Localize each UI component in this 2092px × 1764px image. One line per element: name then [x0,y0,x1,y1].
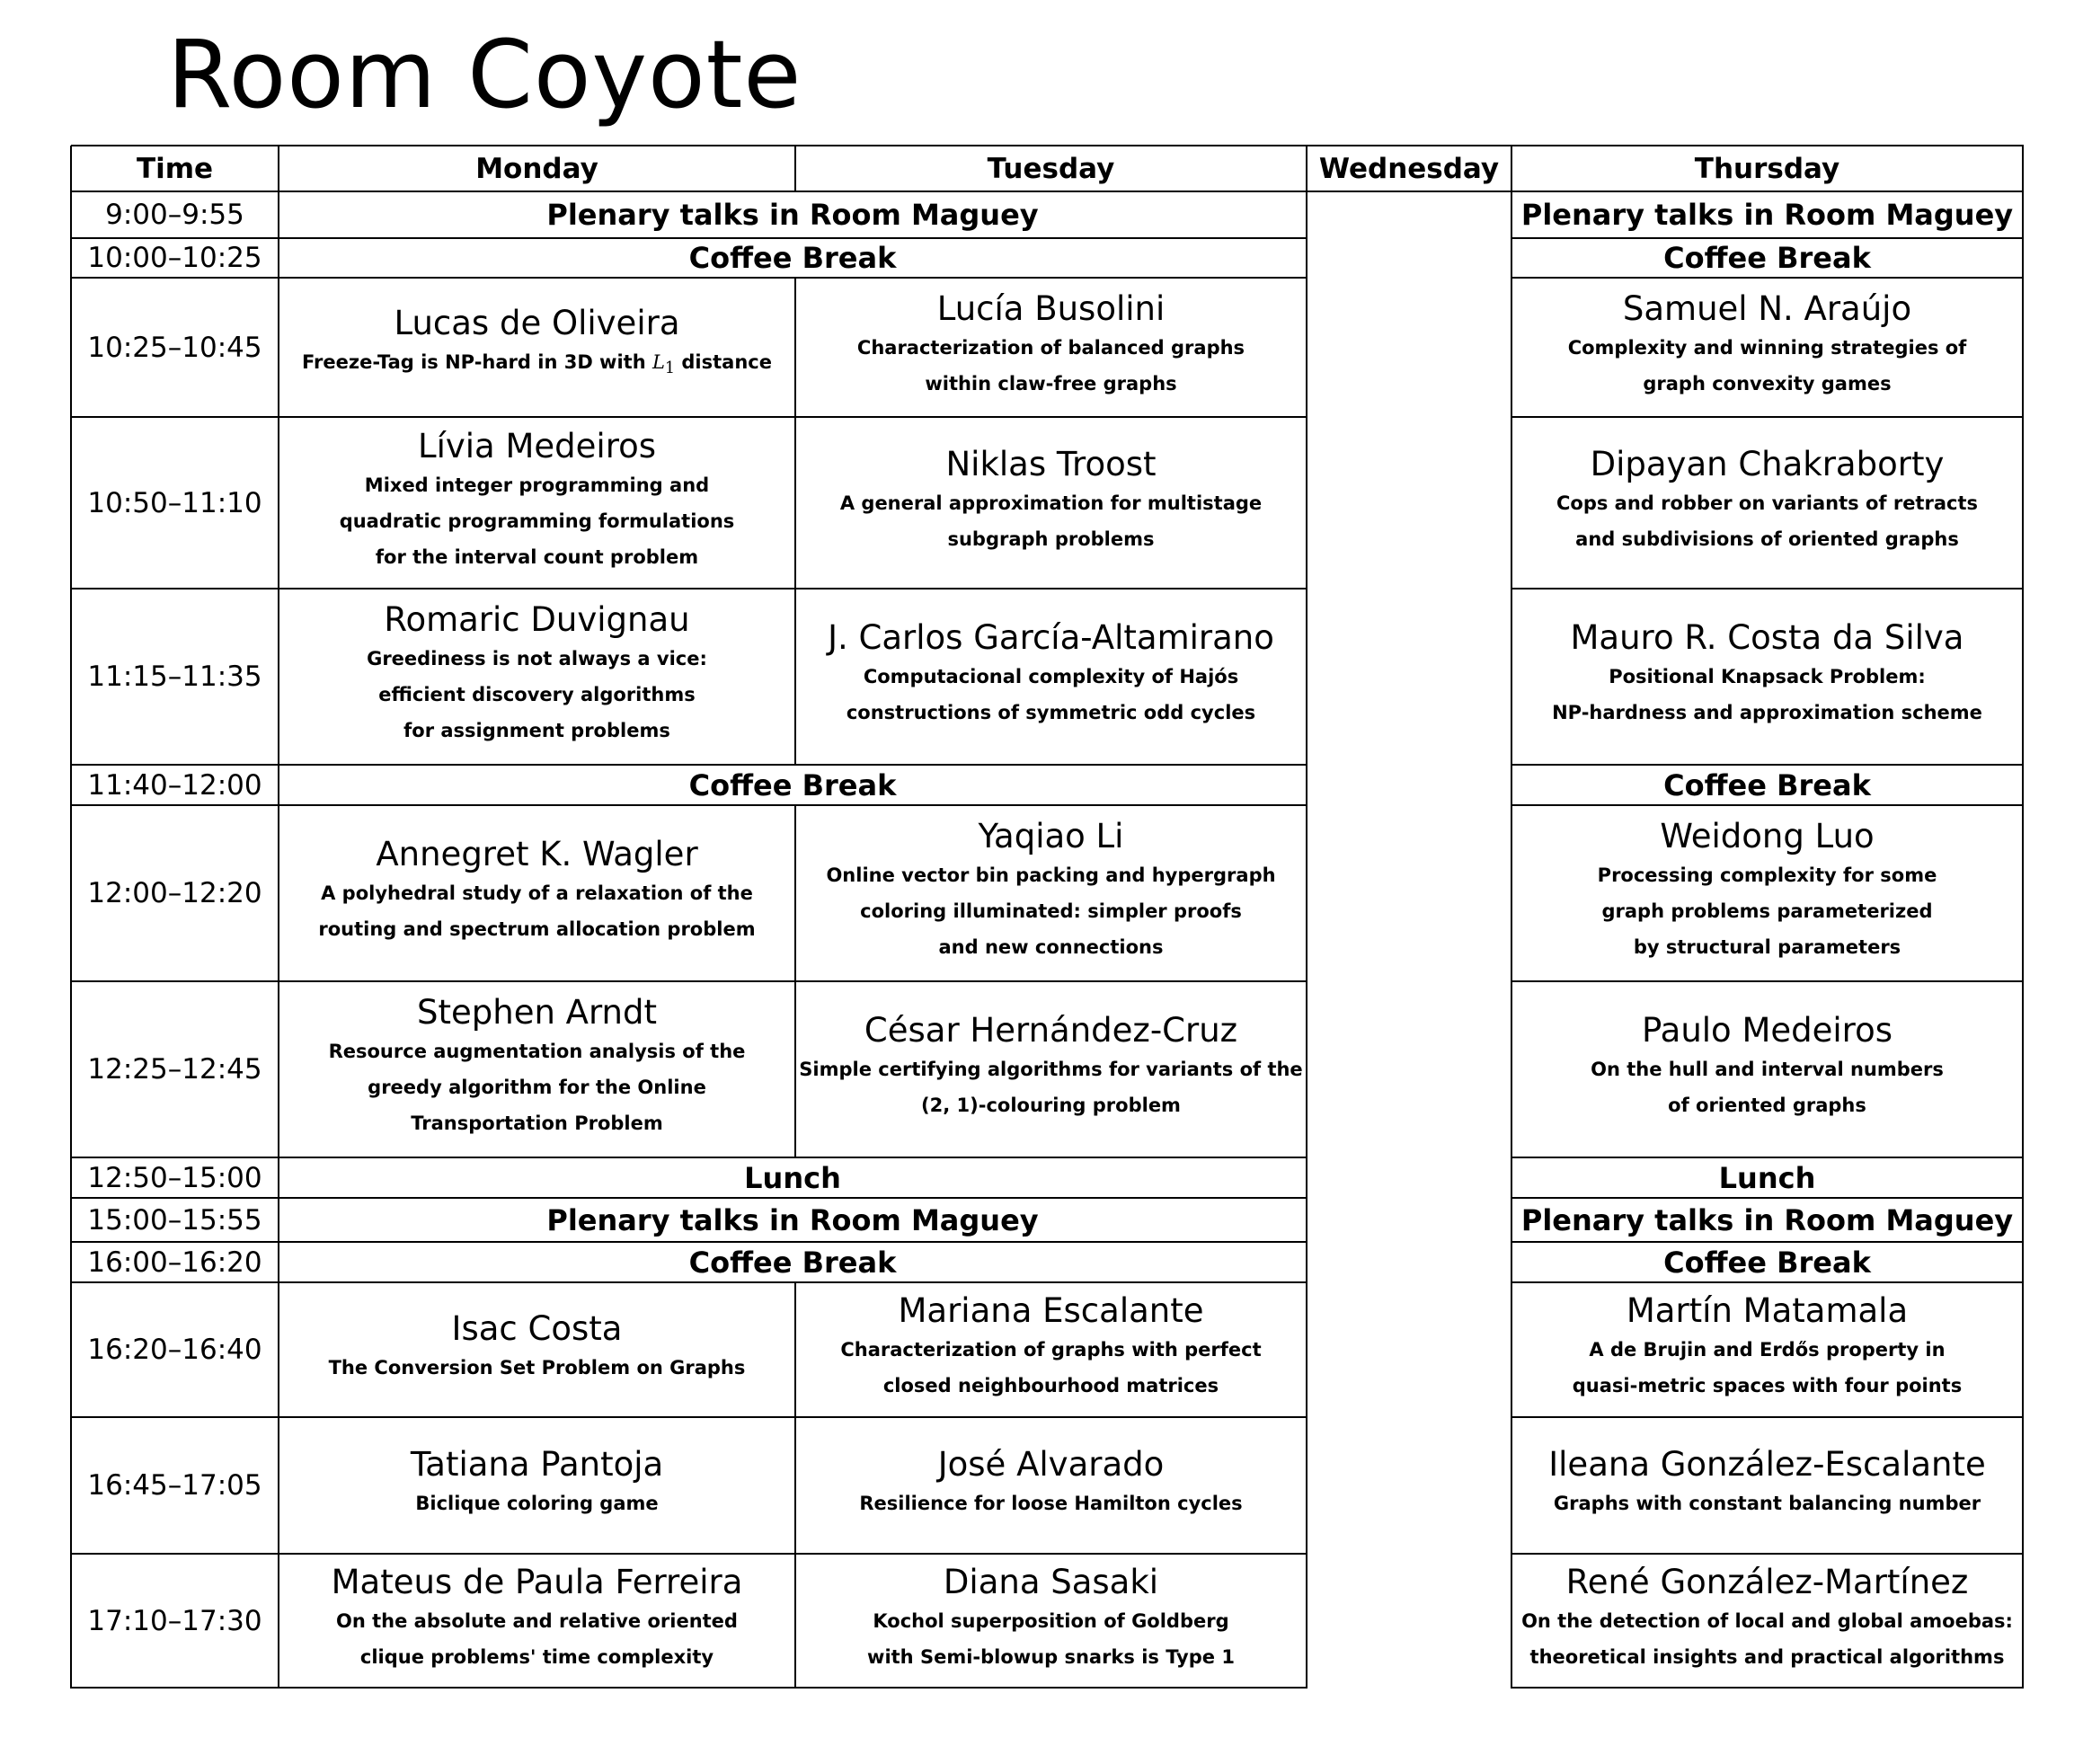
row-separator [1511,804,2024,806]
time-slot [71,191,279,238]
header-monday [279,146,795,191]
row-separator [1511,980,2024,982]
header-wednesday [1307,146,1511,191]
time-label: 16:45–17:05 [87,1469,262,1502]
speaker-name: Isac Costa [451,1309,623,1348]
header-bottom-border [71,191,2024,192]
talk-mon [279,278,795,417]
talk-title-line: by structural parameters [1633,936,1901,958]
time-column-border [278,146,279,1689]
talk-title-line: Simple certifying algorithms for variants of the [799,1059,1303,1080]
talk-title-line: constructions of symmetric odd cycles [846,702,1256,723]
row-separator [71,1281,1308,1283]
speaker-name: Samuel N. Araújo [1622,288,1912,328]
row-separator [1511,1687,2024,1689]
talk-title-line: A de Brujin and Erdős property in [1589,1339,1946,1361]
row-separator [71,588,1308,589]
header-thursday [1511,146,2023,191]
talk-thu [1511,278,2023,417]
talk-title-line: A general approximation for multistage [839,492,1263,514]
talk-title-line: greedy algorithm for the Online [368,1077,706,1098]
speaker-name: Mariana Escalante [898,1291,1204,1330]
talk-tue [795,1417,1307,1554]
row-separator [1511,1197,2024,1199]
talk-title-line: within claw-free graphs [925,372,1177,394]
mon-tue-divider [794,1282,796,1689]
talk-title-line: and subdivisions of oriented graphs [1575,527,1959,550]
talk-title-line: Kochol superposition of Goldberg [873,1609,1229,1632]
time-slot [71,1282,279,1417]
wednesday-right-border [1511,146,1512,1689]
banner-label: Plenary talks in Room Maguey [1520,1202,2014,1237]
talk-title-line: of oriented graphs [1668,1095,1866,1116]
table-right-border [2022,146,2024,1689]
talk-title-line: efficient discovery algorithms [378,684,696,705]
time-label: 12:50–15:00 [87,1161,262,1194]
banner-thu-plenary [1511,191,2023,238]
banner-mon-tue-coffee [279,765,1307,805]
time-slot [71,278,279,417]
time-slot [71,1417,279,1554]
speaker-name: Mateus de Paula Ferreira [331,1562,743,1601]
row-separator [71,1241,1308,1243]
page-title: Room Coyote [167,20,802,129]
header-label: Monday [475,152,598,185]
banner-label: Plenary talks in Room Maguey [546,1202,1039,1237]
banner-mon-tue-plenary [279,1198,1307,1242]
talk-thu [1511,981,2023,1157]
talk-title-line: Characterization of balanced graphs [856,336,1245,359]
banner-label: Coffee Break [1663,241,1871,275]
talk-title-line: A polyhedral study of a relaxation of the [321,882,753,904]
talk-title-line: Positional Knapsack Problem: [1609,666,1926,687]
talk-title-line: On the hull and interval numbers [1591,1059,1944,1080]
speaker-name: Paulo Medeiros [1642,1011,1893,1050]
row-separator [1511,1416,2024,1418]
banner-thu-plenary [1511,1198,2023,1242]
talk-title-line: clique problems' time complexity [359,1645,714,1668]
speaker-name: Lívia Medeiros [417,426,657,465]
row-separator [1511,237,2024,239]
banner-label: Coffee Break [688,241,897,275]
talk-title-line: Computacional complexity of Hajós [863,666,1239,687]
row-separator [1511,1553,2024,1555]
speaker-name: Yaqiao Li [978,817,1124,855]
time-label: 16:00–16:20 [87,1245,262,1279]
talk-title-line: On the detection of local and global amoebas: [1521,1609,2013,1632]
talk-title-line: routing and spectrum allocation problem [318,918,756,940]
talk-thu [1511,1554,2023,1688]
talk-thu [1511,1282,2023,1417]
talk-mon [279,1417,795,1554]
speaker-name: Ileana González-Escalante [1548,1445,1986,1484]
header-label: Tuesday [987,152,1115,185]
row-separator [71,237,1308,239]
talk-tue [795,981,1307,1157]
mon-tue-divider [794,146,796,192]
row-separator [71,1553,1308,1555]
speaker-name: Stephen Arndt [417,993,657,1032]
row-separator [71,416,1308,418]
talk-tue [795,417,1307,589]
speaker-name: Diana Sasaki [943,1562,1159,1601]
talk-title-line: The Conversion Set Problem on Graphs [328,1357,746,1378]
talk-title-line: for assignment problems [403,720,670,741]
talk-title-line: closed neighbourhood matrices [882,1375,1219,1396]
speaker-name: César Hernández-Cruz [864,1011,1238,1050]
talk-title-line: Resource augmentation analysis of the [328,1041,746,1062]
time-slot [71,1157,279,1198]
talk-title-line: for the interval count problem [375,545,699,568]
header-tuesday [795,146,1307,191]
talk-title-line: Characterization of graphs with perfect [840,1339,1262,1361]
time-slot [71,417,279,589]
talk-mon [279,1282,795,1417]
talk-thu [1511,417,2023,589]
talk-title-line: Processing complexity for some [1597,864,1937,886]
time-label: 12:00–12:20 [87,877,262,909]
time-label: 10:25–10:45 [87,331,262,364]
talk-title-line: (2, 1)-colouring problem [921,1095,1181,1116]
talk-title-line: quasi-metric spaces with four points [1572,1375,1963,1396]
header-label: Time [136,152,214,185]
time-slot [71,238,279,278]
row-separator [71,1157,1308,1158]
time-slot [71,1554,279,1688]
banner-label: Plenary talks in Room Maguey [546,198,1039,232]
banner-mon-tue-coffee [279,238,1307,278]
header-label: Thursday [1694,152,1840,185]
talk-title-line: Graphs with constant balancing number [1553,1493,1981,1514]
row-separator [1511,416,2024,418]
table-left-border [70,146,72,1689]
time-label: 17:10–17:30 [87,1604,262,1637]
row-separator [71,764,1308,766]
time-slot [71,981,279,1157]
talk-title-line: Cops and robber on variants of retracts [1556,492,1978,514]
time-label: 10:00–10:25 [87,242,262,274]
talk-title-line: NP-hardness and approximation scheme [1552,702,1982,723]
speaker-name: José Alvarado [937,1445,1165,1484]
time-slot [71,1198,279,1242]
row-separator [71,277,1308,279]
talk-tue [795,1554,1307,1688]
talk-title-line: with Semi-blowup snarks is Type 1 [867,1645,1235,1668]
row-separator [1511,588,2024,589]
talk-title-line: graph problems parameterized [1601,900,1933,922]
time-label: 11:40–12:00 [87,768,262,802]
mon-tue-divider [794,278,796,766]
banner-label: Plenary talks in Room Maguey [1520,198,2014,232]
time-slot [71,589,279,765]
time-label: 9:00–9:55 [105,199,244,231]
banner-label: Coffee Break [1663,1245,1871,1280]
speaker-name: Mauro R. Costa da Silva [1570,618,1964,657]
speaker-name: Tatiana Pantoja [410,1445,664,1484]
banner-mon-tue-coffee [279,1242,1307,1282]
talk-title-line: Greediness is not always a vice: [367,648,707,669]
talk-title-line: theoretical insights and practical algorithms [1529,1645,2005,1668]
row-separator [1511,764,2024,766]
talk-title-line: Resilience for loose Hamilton cycles [859,1493,1243,1514]
banner-label: Coffee Break [1663,767,1871,802]
banner-label: Coffee Break [688,1245,897,1280]
row-separator [1511,277,2024,279]
speaker-name: René González-Martínez [1565,1562,1969,1601]
row-separator [71,804,1308,806]
talk-thu [1511,589,2023,765]
talk-tue [795,589,1307,765]
talk-title-line: coloring illuminated: simpler proofs [860,900,1242,922]
talk-title-line: Online vector bin packing and hypergraph [826,864,1276,886]
schedule-table [71,146,2023,1688]
row-separator [71,1687,1308,1689]
talk-title-line: Complexity and winning strategies of [1567,336,1967,359]
banner-thu-lunch [1511,1157,2023,1198]
talk-title-line: subgraph problems [947,527,1155,550]
talk-title-line: Transportation Problem [411,1112,663,1134]
row-separator [71,1416,1308,1418]
row-separator [71,1197,1308,1199]
speaker-name: Niklas Troost [945,444,1157,483]
talk-thu [1511,805,2023,981]
speaker-name: Weidong Luo [1660,817,1875,855]
time-label: 15:00–15:55 [87,1203,262,1237]
speaker-name: Lucas de Oliveira [394,303,680,342]
speaker-name: J. Carlos García-Altamirano [828,618,1274,657]
header-time [71,146,279,191]
talk-title-line: and new connections [938,936,1164,958]
time-label: 12:25–12:45 [87,1053,262,1086]
banner-label: Lunch [1718,1160,1816,1195]
speaker-name: Lucía Busolini [936,288,1166,328]
time-label: 11:15–11:35 [87,660,262,693]
speaker-name: Romaric Duvignau [384,600,690,639]
talk-title-line: graph convexity games [1643,372,1892,394]
talk-tue [795,805,1307,981]
talk-thu [1511,1417,2023,1554]
time-label: 10:50–11:10 [87,486,262,519]
banner-mon-tue-plenary [279,191,1307,238]
talk-title-line: Freeze-Tag is NP-hard in 3D with $L_1$ distance [302,350,772,378]
table-top-border [71,145,2024,146]
talk-tue [795,278,1307,417]
banner-thu-coffee [1511,1242,2023,1282]
talk-tue [795,1282,1307,1417]
row-separator [1511,1281,2024,1283]
talk-mon [279,417,795,589]
time-slot [71,805,279,981]
banner-mon-tue-lunch [279,1157,1307,1198]
talk-mon [279,589,795,765]
talk-mon [279,805,795,981]
speaker-name: Martín Matamala [1626,1291,1909,1330]
talk-title-line: Mixed integer programming and [364,474,710,496]
time-slot [71,1242,279,1282]
row-separator [71,980,1308,982]
speaker-name: Dipayan Chakraborty [1590,444,1945,483]
speaker-name: Annegret K. Wagler [376,835,698,873]
talk-title-line: quadratic programming formulations [339,510,735,532]
time-slot [71,765,279,805]
time-label: 16:20–16:40 [87,1334,262,1366]
banner-thu-coffee [1511,238,2023,278]
talk-title-line: Biclique coloring game [415,1493,659,1514]
banner-label: Coffee Break [688,767,897,802]
talk-mon [279,1554,795,1688]
row-separator [1511,1157,2024,1158]
banner-thu-coffee [1511,765,2023,805]
talk-title-line: On the absolute and relative oriented [336,1609,738,1632]
talk-mon [279,981,795,1157]
row-separator [1511,1241,2024,1243]
banner-label: Lunch [744,1160,841,1195]
header-label: Wednesday [1318,152,1500,185]
wednesday-left-border [1306,146,1308,1689]
